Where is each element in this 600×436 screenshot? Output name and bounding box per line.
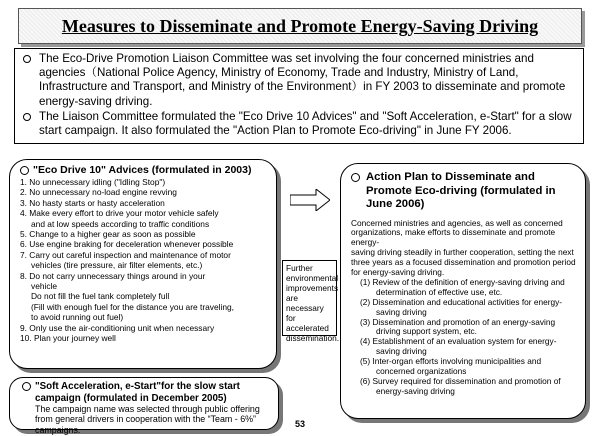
advice-item: 2. No unnecessary no-load engine revving bbox=[20, 187, 177, 198]
action-plan-item-continuation: energy-saving driving bbox=[376, 385, 455, 396]
advice-item-continuation: (Fill with enough fuel for the distance you are traveling, bbox=[31, 301, 234, 312]
middle-note: Further environmental improvements are necessary for accelerated dissemination. bbox=[286, 263, 340, 343]
circle-bullet-icon bbox=[20, 166, 29, 175]
intro-item bbox=[23, 52, 575, 109]
action-plan-item-continuation: saving driving bbox=[376, 346, 427, 357]
eco-drive-heading-text: "Eco Drive 10" Advices (formulated in 2003) bbox=[33, 164, 252, 176]
action-plan-heading bbox=[351, 171, 577, 212]
advice-item: 1. No unnecessary idling ("Idling Stop") bbox=[20, 177, 166, 187]
eco-drive-heading bbox=[20, 164, 268, 176]
advice-item-continuation: Do not fill the fuel tank completely full bbox=[31, 291, 170, 302]
action-plan-item: (2) Dissemination and educational activities for energy- bbox=[360, 296, 562, 307]
circle-bullet-icon bbox=[22, 382, 31, 391]
advice-item: 9. Only use the air-conditioning unit when necessary bbox=[20, 322, 215, 333]
action-plan-item-continuation: driving support system, etc. bbox=[376, 326, 477, 337]
circle-bullet-icon bbox=[351, 173, 360, 182]
advice-item-continuation: vehicles (tire pressure, air filter elements, etc.) bbox=[31, 260, 203, 271]
middle-note-box bbox=[282, 260, 340, 343]
intro-text: The Eco-Drive Promotion Liaison Committee was set involving the four concerned ministries and agencies（National Police Agency, Ministry of Economy, Trade and Industry, Ministry of Land, Infrastructure and Transport, and Ministry of the Environment）in FY 2003 to disseminate and promote energy-saving driving. bbox=[39, 52, 566, 108]
right-arrow-icon bbox=[290, 189, 330, 211]
page-title: Measures to Disseminate and Promote Energy-Saving Driving bbox=[61, 15, 539, 36]
action-plan-item: (5) Inter-organ efforts involving municipalities and bbox=[360, 356, 542, 367]
circle-bullet-icon bbox=[23, 55, 31, 63]
action-plan-heading-text: Action Plan to Disseminate and Promote Eco-driving (formulated in June 2006) bbox=[366, 171, 556, 210]
action-plan-box bbox=[340, 163, 586, 419]
advice-item: 4. Make every effort to drive your motor vehicle safely bbox=[20, 208, 219, 219]
advice-item-continuation: vehicle bbox=[31, 281, 58, 292]
action-plan-item: (1) Review of the definition of energy-saving driving and bbox=[360, 276, 565, 287]
advice-item-continuation: and at low speeds according to traffic conditions bbox=[31, 218, 210, 229]
advice-item: 5. Change to a higher gear as soon as possible bbox=[20, 229, 196, 240]
page-number: 53 bbox=[294, 419, 305, 429]
page-title-box bbox=[18, 8, 582, 44]
eco-drive-advices-box bbox=[9, 159, 277, 369]
advice-item: 3. No hasty starts or hasty acceleration bbox=[20, 197, 165, 208]
action-plan-intro bbox=[351, 219, 577, 278]
action-plan-list bbox=[351, 278, 577, 397]
action-plan-intro-line1: Concerned ministries and agencies, as well as concerned organizations, make efforts to disseminate and promote energy- bbox=[351, 217, 563, 248]
advice-item: 8. Do not carry unnecessary things around in your bbox=[20, 270, 206, 281]
action-plan-item: (3) Dissemination and promotion of an energy-saving bbox=[360, 316, 556, 327]
advice-item-continuation: to avoid running out fuel) bbox=[31, 312, 124, 323]
advice-item: 7. Carry out careful inspection and maintenance of motor bbox=[20, 249, 231, 260]
advice-item: 6. Use engine braking for deceleration whenever possible bbox=[20, 239, 234, 250]
soft-accel-body: The campaign name was selected through public offering from general drivers in cooperation with the “Team - 6%” campaigns. bbox=[35, 404, 260, 435]
intro-box bbox=[14, 48, 584, 144]
intro-item bbox=[23, 110, 575, 138]
soft-accel-heading-line1: "Soft Acceleration, e-Start"for the slow start bbox=[35, 381, 240, 392]
action-plan-item: (4) Establishment of an evaluation system for energy- bbox=[360, 336, 557, 347]
circle-bullet-icon bbox=[23, 113, 31, 121]
action-plan-item: (6) Survey required for dissemination and promotion of bbox=[360, 376, 561, 386]
action-plan-intro-line2: saving driving steadily in further cooperation, setting the next three years as a focused dissemination and promotion period for energy-saving driving. bbox=[351, 247, 576, 278]
action-plan-item-continuation: concerned organizations bbox=[376, 366, 467, 377]
action-plan-item-continuation: saving driving bbox=[376, 306, 427, 317]
action-plan-item-continuation: determination of effective use, etc. bbox=[376, 286, 503, 297]
advice-item: 10. Plan your journey well bbox=[20, 333, 116, 344]
advice-list bbox=[20, 177, 268, 344]
soft-accel-heading-line2: campaign (formulated in December 2005) bbox=[35, 392, 227, 404]
soft-accel-heading bbox=[22, 381, 270, 404]
intro-text: The Liaison Committee formulated the "Eco Drive 10 Advices" and "Soft Acceleration, e-Start" for a slow start campaign. It also formulated the "Action Plan to Promote Eco-driving" in June FY 2006. bbox=[39, 109, 572, 138]
